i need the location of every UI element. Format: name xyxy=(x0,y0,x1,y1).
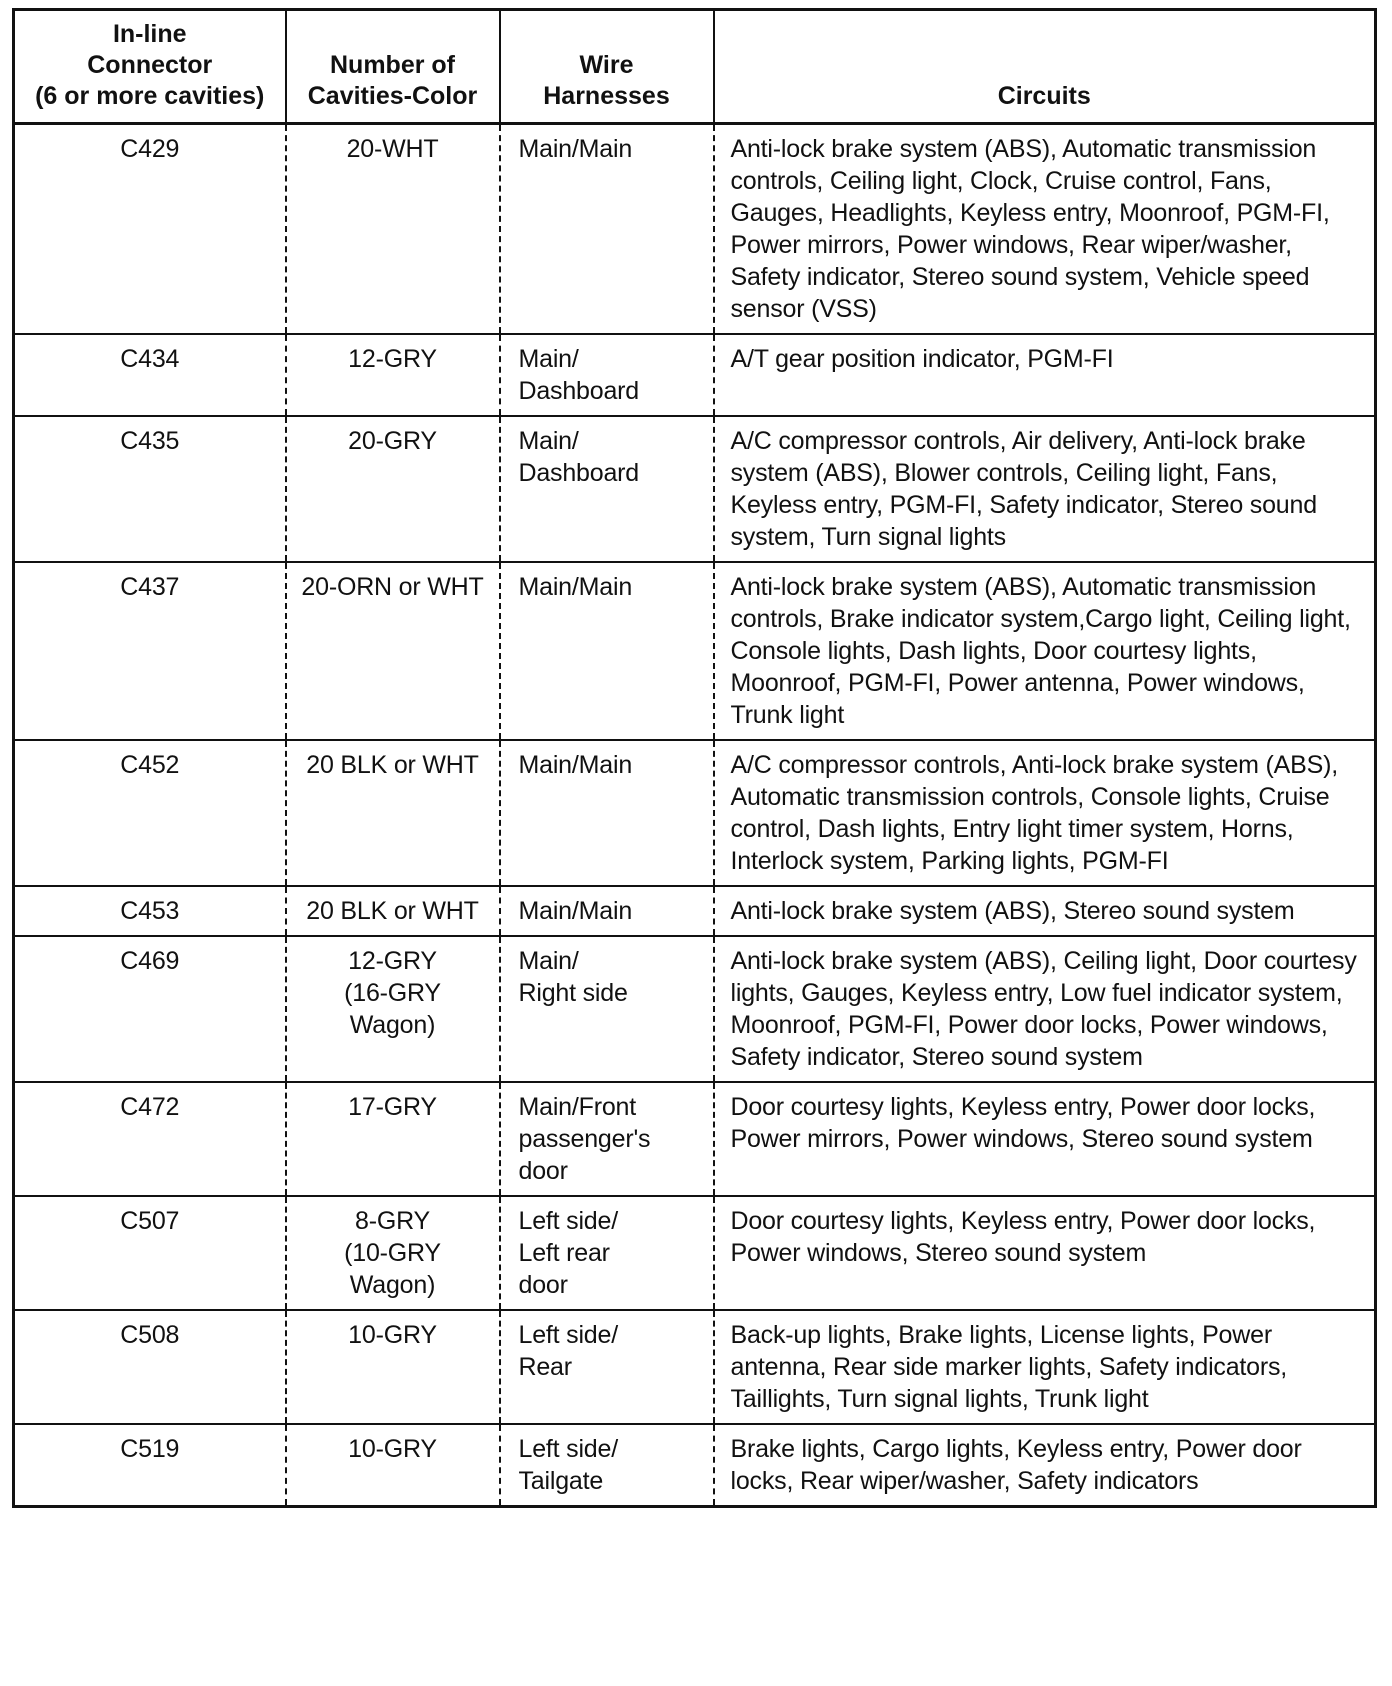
header-label-line: Connector xyxy=(87,51,213,79)
wire-harness-line: Main/Main xyxy=(518,751,633,779)
cavities-color xyxy=(286,936,500,1082)
connector-id: C453 xyxy=(14,886,286,936)
cavities-color xyxy=(286,562,500,740)
table-row xyxy=(14,334,1376,416)
connector-id: C507 xyxy=(14,1196,286,1310)
cavities-color xyxy=(286,334,500,416)
wire-harness-line: Main/ xyxy=(518,427,579,455)
cavities-color-line: 17-GRY xyxy=(348,1093,437,1121)
wire-harness-line: Main/ xyxy=(518,947,579,975)
wire-harness-line: Left side/ xyxy=(518,1207,618,1235)
header-label-line: Circuits xyxy=(997,82,1091,110)
wire-harness-line: Dashboard xyxy=(518,459,640,487)
wire-harness-line: Right side xyxy=(518,979,628,1007)
header-label-line: Cavities-Color xyxy=(307,82,478,110)
table-header xyxy=(14,10,1376,124)
cavities-color xyxy=(286,1196,500,1310)
cavities-color-line: 8-GRY xyxy=(355,1207,430,1235)
wire-harness-line: Main/ xyxy=(518,345,579,373)
wire-harness-line: Rear xyxy=(518,1353,572,1381)
wire-harness-line: door xyxy=(518,1271,568,1299)
cavities-color xyxy=(286,886,500,936)
wire-harness-line: Main/Front xyxy=(518,1093,636,1121)
connector-id: C429 xyxy=(14,124,286,335)
circuits-list: Anti-lock brake system (ABS), Automatic transmission controls, Brake indicator system,Cargo light, Ceiling light, Console lights, Dash lights, Door courtesy lights, Moonroof, PGM-FI, Power antenna, Power windows, Trunk light xyxy=(714,562,1376,740)
cavities-color-line: (10-GRY xyxy=(344,1239,441,1267)
header-label-line: Wire xyxy=(579,51,634,79)
wire-harness-line: Dashboard xyxy=(518,377,640,405)
cavities-color xyxy=(286,416,500,562)
wire-harnesses xyxy=(500,886,714,936)
header-label-line: Harnesses xyxy=(543,82,670,110)
header-wire-harnesses xyxy=(500,10,714,124)
connector-id: C472 xyxy=(14,1082,286,1196)
table-row xyxy=(14,936,1376,1082)
connector-table-page xyxy=(12,8,1374,1680)
connector-id: C437 xyxy=(14,562,286,740)
circuits-list: A/C compressor controls, Anti-lock brake system (ABS), Automatic transmission controls, Console lights, Cruise control, Dash lights, Entry light timer system, Horns, Interlock system, Parking lights, PGM-FI xyxy=(714,740,1376,886)
cavities-color-line: (16-GRY xyxy=(344,979,441,1007)
circuits-list: Anti-lock brake system (ABS), Ceiling light, Door courtesy lights, Gauges, Keyless entry, Low fuel indicator system, Moonroof, PGM-FI, Power door locks, Power windows, Safety indicator, Stereo sound system xyxy=(714,936,1376,1082)
wire-harness-line: Left rear xyxy=(518,1239,610,1267)
wire-harness-line: door xyxy=(518,1157,568,1185)
wire-harness-line: passenger's xyxy=(518,1125,651,1153)
table-row xyxy=(14,1310,1376,1424)
wire-harnesses xyxy=(500,1310,714,1424)
wire-harness-line: Main/Main xyxy=(518,573,633,601)
wire-harnesses xyxy=(500,1082,714,1196)
cavities-color-line: 20 BLK or WHT xyxy=(306,751,479,779)
cavities-color-line: 20-ORN or WHT xyxy=(301,573,484,601)
table-row xyxy=(14,1082,1376,1196)
connector-id: C519 xyxy=(14,1424,286,1507)
connector-id: C434 xyxy=(14,334,286,416)
connector-id: C508 xyxy=(14,1310,286,1424)
circuits-list: A/C compressor controls, Air delivery, Anti-lock brake system (ABS), Blower controls, Ceiling light, Fans, Keyless entry, PGM-FI, Safety indicator, Stereo sound system, Turn signal lights xyxy=(714,416,1376,562)
cavities-color-line: Wagon) xyxy=(349,1271,436,1299)
wire-harnesses xyxy=(500,1424,714,1507)
wire-harness-line: Left side/ xyxy=(518,1321,618,1349)
header-circuits xyxy=(714,10,1376,124)
cavities-color xyxy=(286,124,500,335)
wire-harness-line: Main/Main xyxy=(518,135,633,163)
inline-connector-table xyxy=(12,8,1377,1508)
wire-harnesses xyxy=(500,1196,714,1310)
wire-harness-line: Tailgate xyxy=(518,1467,604,1495)
header-label-line: (6 or more cavities) xyxy=(35,82,265,110)
circuits-list: Door courtesy lights, Keyless entry, Power door locks, Power windows, Stereo sound system xyxy=(714,1196,1376,1310)
wire-harnesses xyxy=(500,416,714,562)
connector-id: C435 xyxy=(14,416,286,562)
table-row xyxy=(14,886,1376,936)
cavities-color-line: Wagon) xyxy=(349,1011,436,1039)
circuits-list: Anti-lock brake system (ABS), Stereo sound system xyxy=(714,886,1376,936)
header-connector xyxy=(14,10,286,124)
connector-id: C469 xyxy=(14,936,286,1082)
wire-harnesses xyxy=(500,740,714,886)
header-cavities-color xyxy=(286,10,500,124)
cavities-color xyxy=(286,740,500,886)
table-body xyxy=(14,124,1376,1507)
wire-harness-line: Left side/ xyxy=(518,1435,618,1463)
header-label-line: Number of xyxy=(330,51,455,79)
table-row xyxy=(14,1424,1376,1507)
table-row xyxy=(14,1196,1376,1310)
wire-harness-line: Main/Main xyxy=(518,897,633,925)
circuits-list: Door courtesy lights, Keyless entry, Power door locks, Power mirrors, Power windows, Stereo sound system xyxy=(714,1082,1376,1196)
cavities-color-line: 20-WHT xyxy=(346,135,439,163)
header-row xyxy=(14,10,1376,124)
wire-harnesses xyxy=(500,562,714,740)
cavities-color-line: 10-GRY xyxy=(348,1321,437,1349)
cavities-color-line: 20 BLK or WHT xyxy=(306,897,479,925)
cavities-color-line: 20-GRY xyxy=(348,427,437,455)
cavities-color xyxy=(286,1310,500,1424)
circuits-list: Back-up lights, Brake lights, License lights, Power antenna, Rear side marker lights, Safety indicators, Taillights, Turn signal lights, Trunk light xyxy=(714,1310,1376,1424)
table-row xyxy=(14,124,1376,335)
table-row xyxy=(14,562,1376,740)
cavities-color-line: 12-GRY xyxy=(348,345,437,373)
table-row xyxy=(14,416,1376,562)
header-label-line: In-line xyxy=(112,20,187,48)
cavities-color-line: 12-GRY xyxy=(348,947,437,975)
circuits-list: Anti-lock brake system (ABS), Automatic transmission controls, Ceiling light, Clock, Cruise control, Fans, Gauges, Headlights, Keyless entry, Moonroof, PGM-FI, Power mirrors, Power windows, Rear wiper/washer, Safety indicator, Stereo sound system, Vehicle speed sensor (VSS) xyxy=(714,124,1376,335)
circuits-list: Brake lights, Cargo lights, Keyless entry, Power door locks, Rear wiper/washer, Safety indicators xyxy=(730,1435,1302,1495)
table-row xyxy=(14,740,1376,886)
connector-id: C452 xyxy=(14,740,286,886)
wire-harnesses xyxy=(500,936,714,1082)
wire-harnesses xyxy=(500,124,714,335)
wire-harnesses xyxy=(500,334,714,416)
cavities-color xyxy=(286,1424,500,1507)
cavities-color xyxy=(286,1082,500,1196)
cavities-color-line: 10-GRY xyxy=(348,1435,437,1463)
circuits-list: A/T gear position indicator, PGM-FI xyxy=(714,334,1376,416)
